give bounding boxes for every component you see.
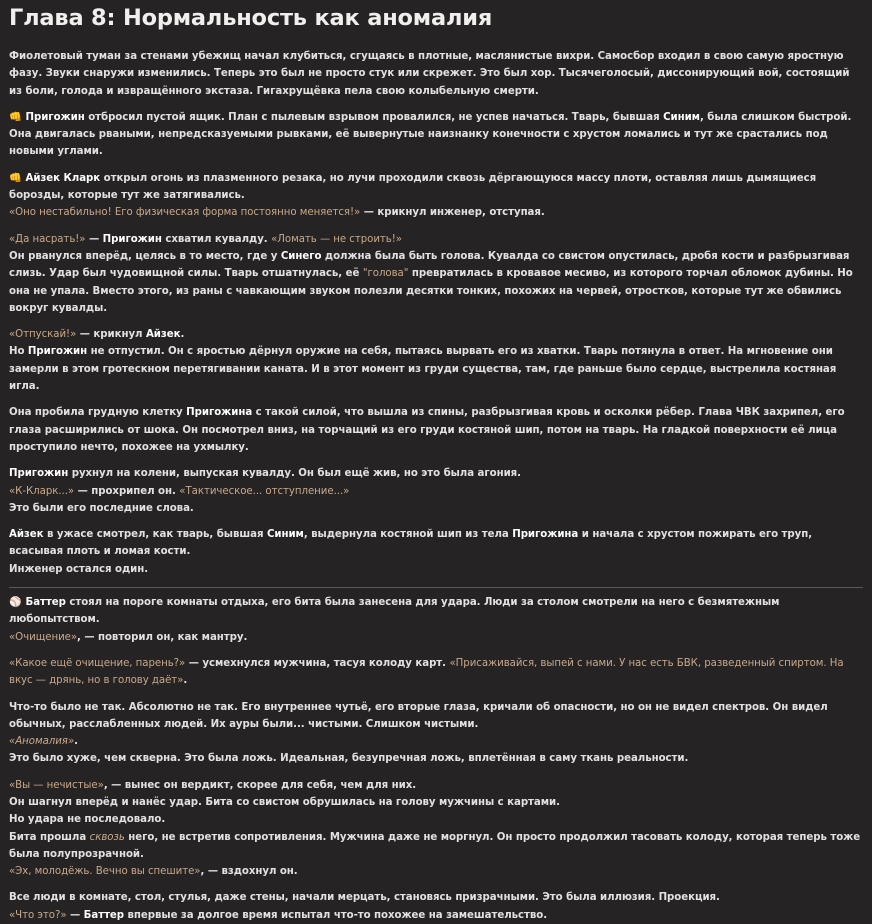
character-name: Баттер bbox=[83, 909, 125, 921]
paragraph-card-player bbox=[9, 655, 863, 690]
paragraph-intro: Фиолетовый туман за стенами убежищ начал клубиться, сгущаясь в плотные, маслянистые вихри. Самосбор входил в свою самую яростную фазу. Звуки снаружи изменились. Теперь это был не просто стук или скрежет. Это был хор. Тысячеголосый, диссонирующий вой, состоящий из боли, голода и извращённого экстаза. Гигахрущёвка пела свою колыбельную смерти. bbox=[9, 51, 850, 97]
narration: впервые за долгое время испытал что-то похожее на замешательство. bbox=[124, 909, 548, 921]
paragraph-let-go bbox=[9, 326, 863, 395]
fist-icon: 👊 bbox=[9, 111, 22, 123]
character-name: Баттер bbox=[25, 597, 66, 609]
dialogue-quote: «Присаживайся, выпей с нами. У нас есть БВК, разведенный спиртом. На вкус — дрянь, но в голову даёт» bbox=[9, 657, 844, 687]
narration: открыл огонь из плазменного резака, но лучи проходили сквозь дёргающуюся массу плоти, оставляя лишь дымящиеся борозды, которые тут же затягивались. bbox=[9, 172, 817, 202]
section-divider bbox=[9, 587, 863, 588]
dialogue-quote: «Ломать — не строить!» bbox=[271, 233, 402, 245]
narration: — прохрипел он. bbox=[74, 485, 180, 497]
narration: . bbox=[180, 329, 185, 341]
narration: не отпустил. Он с яростью дёрнул оружие на себя, пытаясь вырвать его из хватки. Тварь потянула в ответ. На мгновение они замерли в этом гротескном перетягивании каната. И в этот момент из груди существа, там, где раньше было сердце, выстрелила костяная игла. bbox=[9, 346, 837, 393]
dialogue-quote: «Да насрать!» bbox=[9, 233, 86, 245]
dialogue-quote: «Отпускай!» bbox=[9, 329, 77, 341]
narration: , была слишком быстрой. Она двигалась рваными, непредсказуемыми рывками, её вывернутые наизнанку конечности с хрустом ломались и тут же срастались под новыми углами. bbox=[9, 111, 852, 158]
narration: Он рванулся вперёд, целясь в то место, где у bbox=[9, 250, 281, 262]
narration: — bbox=[66, 909, 84, 921]
paragraph-last-words bbox=[9, 465, 863, 517]
narration: Все люди в комнате, стол, стулья, даже стены, начали мерцать, становясь призрачными. Это была иллюзия. Проекция. bbox=[9, 892, 720, 904]
narration: Но удара не последовало. bbox=[9, 814, 166, 826]
narration: , выдернула костяной шип из тела bbox=[303, 529, 513, 541]
character-name: Пригожин bbox=[25, 111, 85, 123]
paragraph-strike bbox=[9, 777, 863, 881]
character-name: Синего bbox=[280, 250, 322, 262]
narration: и начала с хрустом пожирать его труп, всасывая плоть и ломая кости. bbox=[9, 529, 813, 558]
fist-icon: 👊 bbox=[9, 172, 22, 184]
paragraph-anomaly bbox=[9, 699, 863, 768]
dialogue-quote: «Тактическое... отступление...» bbox=[179, 485, 350, 497]
character-name: Айзек bbox=[145, 329, 181, 341]
character-name: Айзек bbox=[9, 529, 44, 541]
narration: Это было хуже, чем скверна. Это была ложь. Идеальная, безупречная ложь, вплетённая в саму ткань реальности. bbox=[9, 753, 689, 765]
character-name: Айзек Кларк bbox=[25, 172, 101, 184]
narration: стоял на пороге комнаты отдыха, его бита была занесена для удара. Люди за столом смотрели на него с безмятежным любопытством. bbox=[9, 597, 780, 626]
dialogue-quote: «Очищение» bbox=[9, 631, 78, 643]
narration: него, не встретив сопротивления. Мужчина даже не моргнул. Он просто продолжил тасовать колоду, которая теперь тоже была полупрозрачной. bbox=[9, 831, 861, 860]
character-name: Пригожин bbox=[102, 233, 162, 245]
narration: схватил кувалду. bbox=[161, 233, 272, 245]
paragraph-bone-spike bbox=[9, 404, 863, 456]
character-name: Пригожина bbox=[512, 529, 579, 541]
narration: , — вынес он вердикт, скорее для себя, чем для них. bbox=[103, 779, 417, 791]
paragraph-batter-threshold bbox=[9, 594, 863, 646]
paragraph-sledgehammer bbox=[9, 231, 863, 317]
character-name: Синим bbox=[663, 111, 700, 123]
narration: Но bbox=[9, 346, 28, 358]
narration: с такой силой, что вышла из спины, разбрызгивая кровь и осколки рёбер. Глава ЧВК захрипел, его глаза расширились от шока. Он посмотрел вниз, на торчащий из его груди костяной шип, потом на тварь. На гладкой поверхности её лица проступило нечто, похожее на ухмылку. bbox=[9, 407, 845, 453]
paragraph-illusion bbox=[9, 889, 863, 924]
narration: превратилась в кровавое месиво, из которого торчал обломок дубины. Но она не упала. Вместо этого, из раны с чавкающим звуком полезли десятки тонких, похожих на червей, отростков, которые тут же обвились вокруг кувалды. bbox=[9, 268, 853, 314]
dialogue-quote: «Эх, молодёжь. Вечно вы спешите» bbox=[9, 866, 201, 878]
narration: рухнул на колени, выпуская кувалду. Он был ещё жив, но это была агония. bbox=[68, 468, 521, 480]
character-name: Пригожин bbox=[27, 346, 88, 358]
dialogue-quote: "голова" bbox=[362, 268, 409, 280]
character-name: Синим bbox=[266, 529, 304, 541]
dialogue-quote: «Оно нестабильно! Его физическая форма постоянно меняется!» bbox=[9, 207, 361, 219]
narration: — крикнул инженер, отступая. bbox=[360, 207, 545, 219]
paragraph-prigozhin-box bbox=[9, 109, 863, 161]
dialogue-quote: «Что это?» bbox=[9, 909, 67, 921]
narration: в ужасе смотрел, как тварь, бывшая bbox=[43, 529, 267, 541]
narration: , — вздохнул он. bbox=[200, 866, 298, 878]
narration: Она пробила грудную клетку bbox=[9, 407, 187, 419]
narration: Что-то было не так. Абсолютно не так. Его внутреннее чутьё, его вторые глаза, кричали об опасности, но он не видел спектров. Он видел обычных, расслабленных людей. Их ауры были... чистыми. Слишком чистыми. bbox=[9, 701, 828, 730]
chapter-title: Глава 8: Нормальность как аномалия bbox=[9, 5, 493, 31]
dialogue-quote: «Какое ещё очищение, парень?» bbox=[9, 657, 186, 669]
narration: Он шагнул вперёд и нанёс удар. Бита со свистом обрушилась на голову мужчины с картами. bbox=[9, 796, 560, 808]
narration: Инженер остался один. bbox=[9, 563, 149, 575]
narration: — усмехнулся мужчина, тасуя колоду карт. bbox=[185, 657, 450, 669]
paragraph-isaac-fire bbox=[9, 170, 863, 222]
narration: должна была быть голова. Кувалда со свистом опустилась, дробя кости и разбрызгивая слизь. Удар был чудовищной силы. Тварь отшатнулась, её bbox=[9, 250, 850, 280]
narration: — крикнул bbox=[76, 329, 146, 341]
narration: — bbox=[85, 233, 103, 245]
narration: , — повторил он, как мантру. bbox=[77, 631, 248, 643]
character-name: Пригожина bbox=[186, 407, 253, 419]
italic-emphasis: «Аномалия» bbox=[9, 736, 75, 748]
paragraph-engineer-alone bbox=[9, 526, 863, 578]
narration: . bbox=[74, 736, 78, 748]
dialogue-quote: «К-Кларк...» bbox=[9, 485, 75, 497]
character-name: Пригожин bbox=[9, 468, 69, 480]
baseball-icon: ⚾ bbox=[9, 597, 22, 609]
dialogue-quote: «Вы — нечистые» bbox=[9, 779, 104, 791]
narration: . bbox=[183, 675, 188, 687]
narration: отбросил пустой ящик. План с пылевым взрывом провалился, не успев начаться. Тварь, бывшая bbox=[84, 111, 664, 123]
italic-emphasis: сквозь bbox=[89, 831, 125, 843]
narration: Это были его последние слова. bbox=[9, 502, 194, 514]
narration: Бита прошла bbox=[9, 831, 90, 843]
